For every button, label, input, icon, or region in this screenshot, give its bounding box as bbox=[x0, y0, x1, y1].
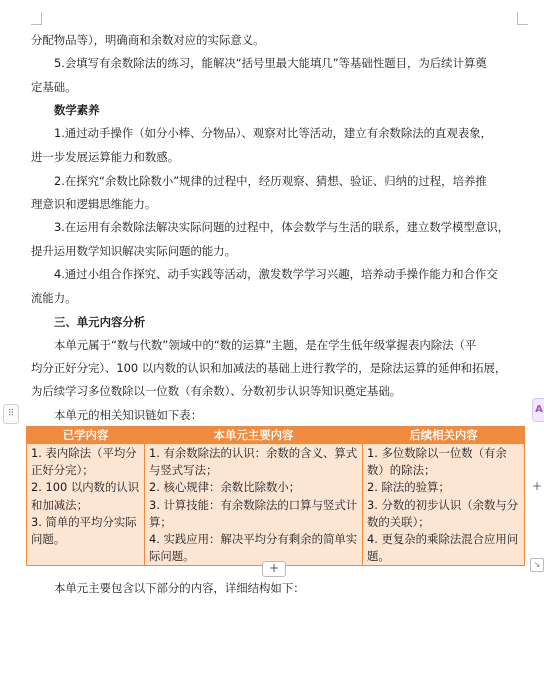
ai-assistant-tab[interactable]: A bbox=[532, 398, 544, 422]
paragraph: 2.在探究“余数比除数小”规律的过程中，经历观察、猜想、验证、归纳的过程，培养推 bbox=[54, 174, 487, 188]
page-corner-mark bbox=[517, 12, 528, 25]
paragraph: 5.会填写有余数除法的练习，能解决“括号里最大能填几”等基础性题目，为后续计算奠 bbox=[54, 56, 487, 70]
list-item: 2. 除法的验算； bbox=[367, 480, 450, 495]
page-corner-mark bbox=[31, 12, 42, 25]
paragraph: 定基础。 bbox=[31, 80, 77, 94]
table-header-row bbox=[27, 427, 525, 444]
resize-table-handle-icon[interactable]: ↘ bbox=[530, 558, 544, 572]
list-item: 3. 计算技能：有余数除法的口算与竖式计算； bbox=[149, 497, 358, 529]
list-item: 2. 100 以内数的认识和加减法； bbox=[31, 480, 140, 512]
section-heading: 数学素养 bbox=[54, 103, 100, 117]
list-item: 1. 多位数除以一位数（有余数）的除法； bbox=[367, 446, 507, 478]
paragraph: 本单元主要包含以下部分的内容，详细结构如下： bbox=[54, 581, 305, 595]
paragraph: 本单元的相关知识链如下表： bbox=[54, 408, 203, 422]
table-cell-learned[interactable] bbox=[27, 444, 145, 566]
table-cell-next[interactable] bbox=[363, 444, 525, 566]
paragraph: 1.通过动手操作（如分小棒、分物品）、观察对比等活动，建立有余数除法的直观表象， bbox=[54, 126, 493, 140]
paragraph: 3.在运用有余数除法解决实际问题的过程中，体会数学与生活的联系，建立数学模型意识， bbox=[54, 220, 510, 234]
add-column-button[interactable]: + bbox=[531, 479, 543, 493]
list-item: 3. 简单的平均分实际问题。 bbox=[31, 514, 137, 547]
paragraph: 流能力。 bbox=[31, 291, 77, 305]
paragraph: 理意识和逻辑思维能力。 bbox=[31, 197, 157, 211]
knowledge-chain-table[interactable] bbox=[26, 426, 525, 566]
list-item: 4. 更复杂的乘除法混合应用问题。 bbox=[367, 532, 519, 564]
list-item: 3. 分数的初步认识（余数与分数的关联）； bbox=[367, 497, 519, 529]
table-header-cell: 本单元主要内容 bbox=[145, 427, 363, 444]
paragraph: 4.通过小组合作探究、动手实践等活动，激发数学学习兴趣，培养动手操作能力和合作交 bbox=[54, 267, 498, 281]
paragraph: 提升运用数学知识解决实际问题的能力。 bbox=[31, 244, 237, 258]
list-item: 1. 表内除法（平均分正好分完）； bbox=[31, 446, 137, 478]
add-row-button[interactable]: + bbox=[262, 561, 286, 577]
paragraph: 进一步发展运算能力和数感。 bbox=[31, 150, 180, 164]
table-header-cell: 已学内容 bbox=[27, 427, 145, 444]
table-row bbox=[27, 444, 525, 566]
paragraph: 分配物品等），明确商和余数对应的实际意义。 bbox=[31, 33, 265, 47]
paragraph: 本单元属于“数与代数”领域中的“数的运算”主题，是在学生低年级掌握表内除法（平 bbox=[54, 338, 477, 352]
list-item: 1. 有余数除法的认识：余数的含义、算式与竖式写法； bbox=[149, 446, 358, 478]
paragraph: 均分正好分完）、100 以内数的认识和加减法的基础上进行教学的，是除法运算的延伸和拓展， bbox=[31, 361, 507, 375]
list-item: 4. 实践应用：解决平均分有剩余的简单实际问题。 bbox=[149, 532, 358, 564]
paragraph: 为后续学习多位数除以一位数（有余数）、分数初步认识等知识奠定基础。 bbox=[31, 384, 402, 398]
table-header-cell: 后续相关内容 bbox=[363, 427, 525, 444]
table-cell-main[interactable] bbox=[145, 444, 363, 566]
section-heading: 三、单元内容分析 bbox=[54, 315, 146, 329]
list-item: 2. 核心规律：余数比除数小； bbox=[149, 480, 301, 495]
drag-handle-icon[interactable]: ⠿ bbox=[3, 404, 19, 424]
